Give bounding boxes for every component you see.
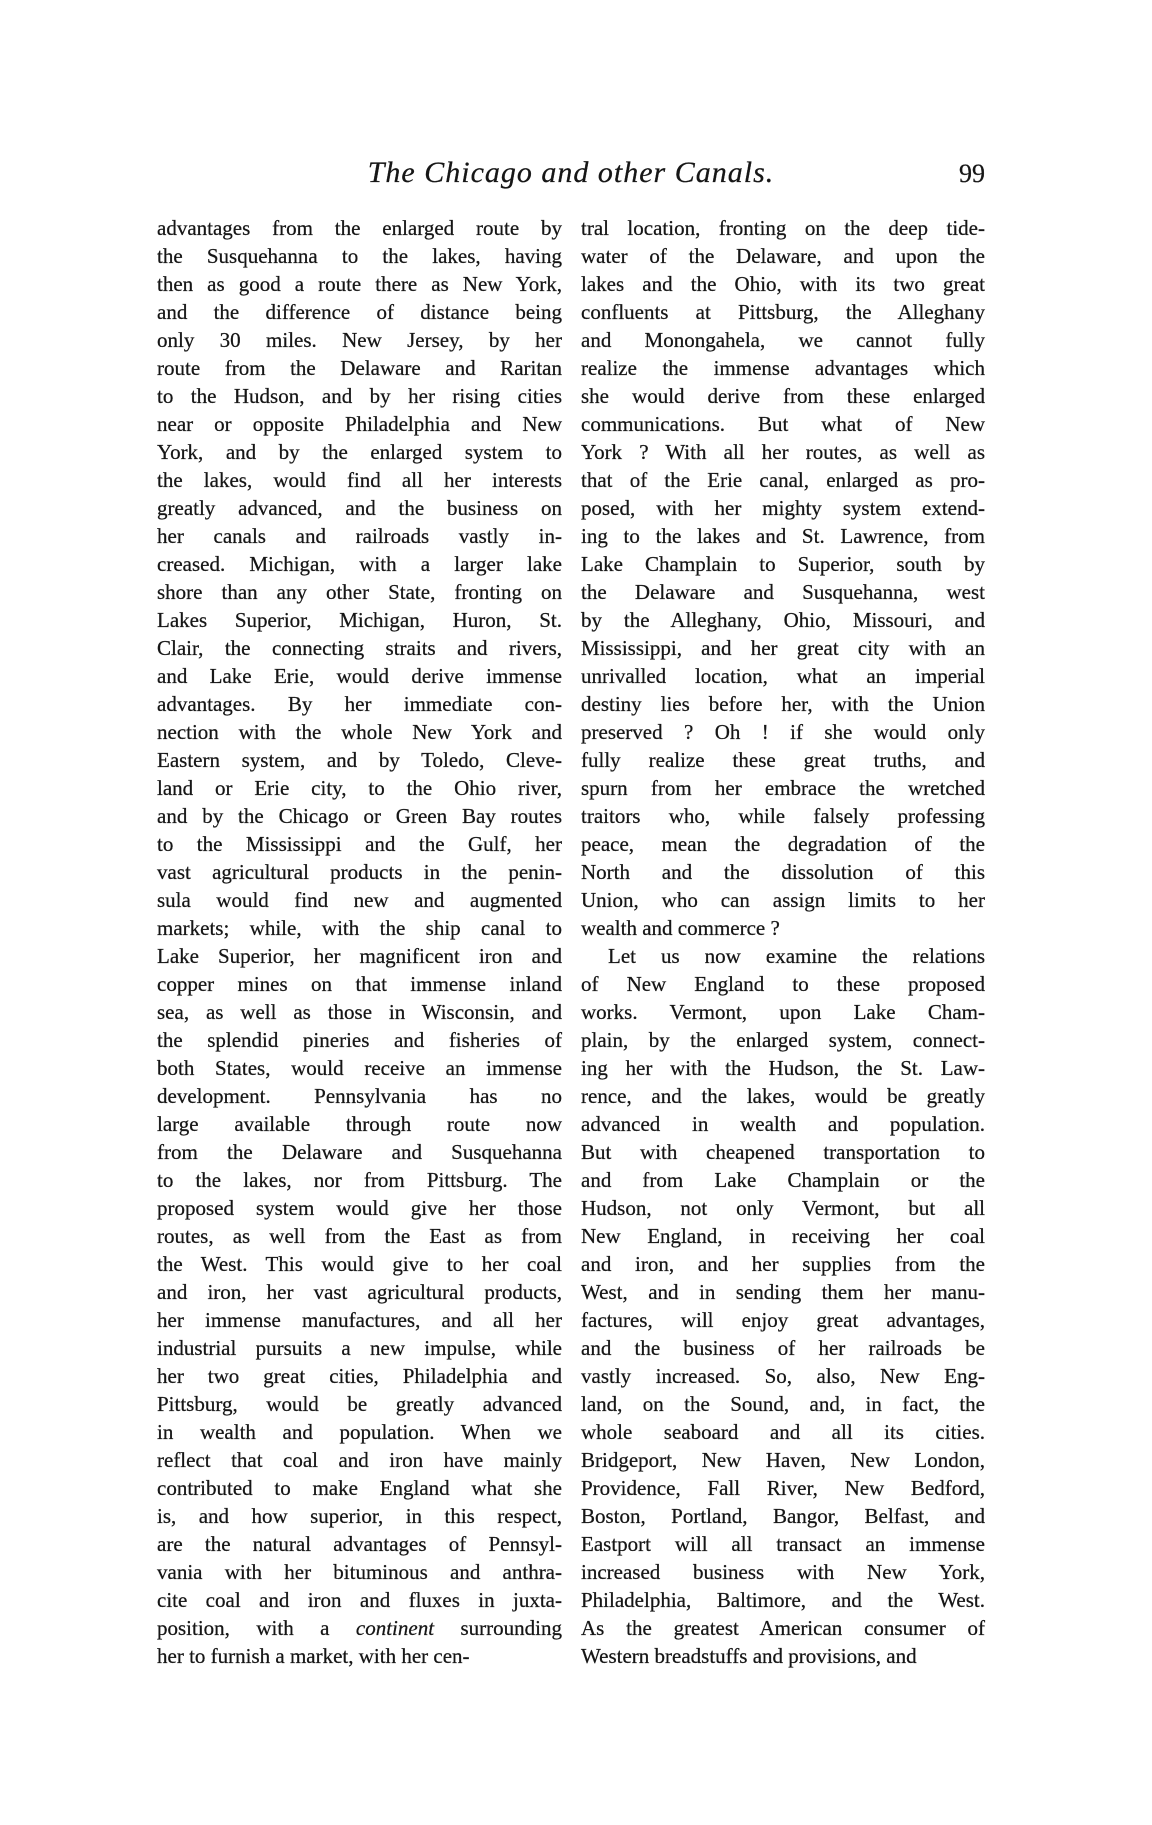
text-line: greatly advanced, and the business on [157,496,562,520]
text-line: increased business with New York, [581,1560,985,1584]
text-line: from the Delaware and Susquehanna [157,1140,562,1164]
text-line: land or Erie city, to the Ohio river, [157,776,562,800]
text-line: advanced in wealth and population. [581,1112,985,1136]
text-line: ing her with the Hudson, the St. Law- [581,1056,985,1080]
text-line: near or opposite Philadelphia and New [157,412,562,436]
text-line: the West. This would give to her coal [157,1252,562,1276]
text-line: the Delaware and Susquehanna, west [581,580,985,604]
text-line: and Lake Erie, would derive immense [157,664,562,688]
text-line: West, and in sending them her manu- [581,1280,985,1304]
page-number: 99 [959,159,985,188]
text-line: and by the Chicago or Green Bay routes [157,804,562,828]
text-line: Hudson, not only Vermont, but all [581,1196,985,1220]
text-line: Lake Champlain to Superior, south by [581,552,985,576]
text-line: to the lakes, nor from Pittsburg. The [157,1168,562,1192]
text-line: position, with a continent surrounding [157,1616,562,1640]
text-line: reflect that coal and iron have mainly [157,1448,562,1472]
text-line: plain, by the enlarged system, connect- [581,1028,985,1052]
running-header [157,156,985,196]
text-line: to the Hudson, and by her rising cities [157,384,562,408]
text-line: nection with the whole New York and [157,720,562,744]
text-line: are the natural advantages of Pennsyl- [157,1532,562,1556]
page-title: The Chicago and other Canals. [367,156,775,189]
text-line: Bridgeport, New Haven, New London, [581,1448,985,1472]
paragraph [581,214,985,942]
text-line: and iron, her vast agricultural products, [157,1280,562,1304]
text-line: her two great cities, Philadelphia and [157,1364,562,1388]
text-line: route from the Delaware and Raritan [157,356,562,380]
text-line: and the business of her railroads be [581,1336,985,1360]
text-line: sula would find new and augmented [157,888,562,912]
text-column-right [581,214,985,1670]
text-line: vast agricultural products in the penin- [157,860,562,884]
text-line: and Monongahela, we cannot fully [581,328,985,352]
text-line: York, and by the enlarged system to [157,440,562,464]
text-line: Eastport will all transact an immense [581,1532,985,1556]
text-line: proposed system would give her those [157,1196,562,1220]
text-line: As the greatest American consumer of [581,1616,985,1640]
text-line: land, on the Sound, and, in fact, the [581,1392,985,1416]
text-line: North and the dissolution of this [581,860,985,884]
text-line: Lake Superior, her magnificent iron and [157,944,562,968]
text-line: advantages from the enlarged route by [157,216,562,240]
text-line: destiny lies before her, with the Union [581,692,985,716]
text-line: Philadelphia, Baltimore, and the West. [581,1588,985,1612]
text-line: development. Pennsylvania has no [157,1084,562,1108]
text-line: industrial pursuits a new impulse, while [157,1336,562,1360]
text-line: her to furnish a market, with her cen- [157,1644,470,1668]
text-line: shore than any other State, fronting on [157,580,562,604]
text-line: only 30 miles. New Jersey, by her [157,328,562,352]
text-line: her canals and railroads vastly in- [157,524,562,548]
text-line: works. Vermont, upon Lake Cham- [581,1000,985,1024]
text-column-left [157,214,562,1670]
text-line: then as good a route there as New York, [157,272,562,296]
text-line: confluents at Pittsburg, the Alleghany [581,300,985,324]
text-line: cite coal and iron and fluxes in juxta- [157,1588,562,1612]
text-line: Mississippi, and her great city with an [581,636,985,660]
text-line: the splendid pineries and fisheries of [157,1028,562,1052]
text-line: unrivalled location, what an imperial [581,664,985,688]
text-line: creased. Michigan, with a larger lake [157,552,562,576]
text-line: traitors who, while falsely professing [581,804,985,828]
text-line: Eastern system, and by Toledo, Cleve- [157,748,562,772]
text-line: Clair, the connecting straits and rivers, [157,636,562,660]
text-line: factures, will enjoy great advantages, [581,1308,985,1332]
text-line: Lakes Superior, Michigan, Huron, St. [157,608,562,632]
text-line: that of the Erie canal, enlarged as pro- [581,468,985,492]
text-line: vastly increased. So, also, New Eng- [581,1364,985,1388]
text-line: Union, who can assign limits to her [581,888,985,912]
text-line: her immense manufactures, and all her [157,1308,562,1332]
text-line: wealth and commerce ? [581,916,780,940]
paragraph [581,942,985,1670]
text-line: Providence, Fall River, New Bedford, [581,1476,985,1500]
text-line: tral location, fronting on the deep tide- [581,216,985,240]
text-line: and the difference of distance being [157,300,562,324]
text-line: she would derive from these enlarged [581,384,985,408]
text-line: both States, would receive an immense [157,1056,562,1080]
text-line: to the Mississippi and the Gulf, her [157,832,562,856]
text-line: spurn from her embrace the wretched [581,776,985,800]
text-line: advantages. By her immediate con- [157,692,562,716]
paragraph [157,214,562,1670]
text-line: and iron, and her supplies from the [581,1252,985,1276]
text-line: whole seaboard and all its cities. [581,1420,985,1444]
text-line: Boston, Portland, Bangor, Belfast, and [581,1504,985,1528]
text-line: ing to the lakes and St. Lawrence, from [581,524,985,548]
text-line: and from Lake Champlain or the [581,1168,985,1192]
text-line: Let us now examine the relations [608,944,985,968]
text-line: rence, and the lakes, would be greatly [581,1084,985,1108]
text-line: fully realize these great truths, and [581,748,985,772]
text-line: Pittsburg, would be greatly advanced [157,1392,562,1416]
text-line: vania with her bituminous and anthra- [157,1560,562,1584]
text-line: New England, in receiving her coal [581,1224,985,1248]
text-line: sea, as well as those in Wisconsin, and [157,1000,562,1024]
text-line: by the Alleghany, Ohio, Missouri, and [581,608,985,632]
text-line: copper mines on that immense inland [157,972,562,996]
text-line: preserved ? Oh ! if she would only [581,720,985,744]
text-line: contributed to make England what she [157,1476,562,1500]
text-line: of New England to these proposed [581,972,985,996]
text-line: But with cheapened transportation to [581,1140,985,1164]
text-line: routes, as well from the East as from [157,1224,562,1248]
text-line: posed, with her mighty system extend- [581,496,985,520]
text-line: Western breadstuffs and provisions, and [581,1644,917,1668]
text-line: the Susquehanna to the lakes, having [157,244,562,268]
text-line: is, and how superior, in this respect, [157,1504,562,1528]
text-line: in wealth and population. When we [157,1420,562,1444]
text-line: York ? With all her routes, as well as [581,440,985,464]
text-line: communications. But what of New [581,412,985,436]
text-line: large available through route now [157,1112,562,1136]
text-line: lakes and the Ohio, with its two great [581,272,985,296]
text-line: peace, mean the degradation of the [581,832,985,856]
text-line: the lakes, would find all her interests [157,468,562,492]
text-line: realize the immense advantages which [581,356,985,380]
text-line: markets; while, with the ship canal to [157,916,562,940]
text-line: water of the Delaware, and upon the [581,244,985,268]
